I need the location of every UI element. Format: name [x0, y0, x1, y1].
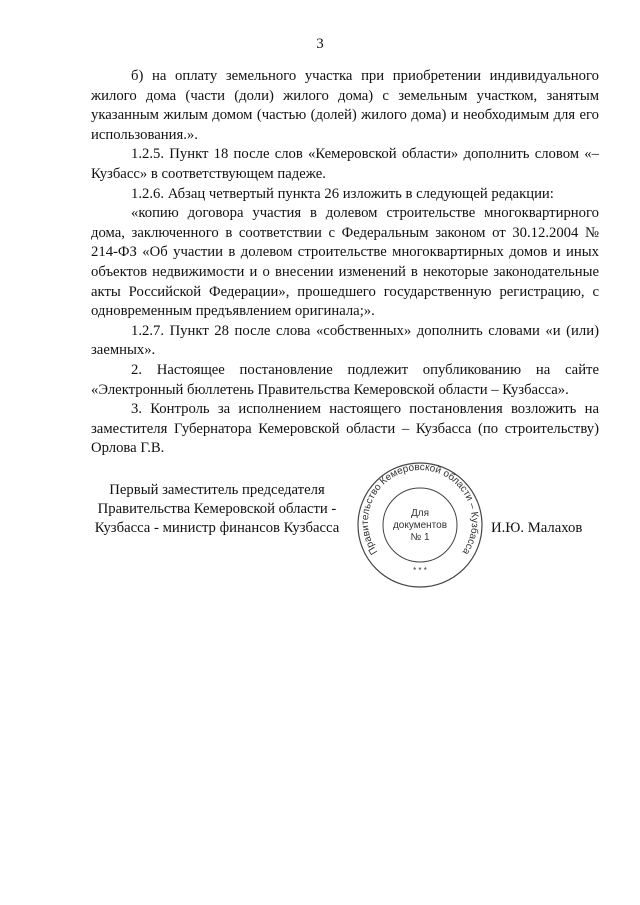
signer-name: И.Ю. Малахов: [491, 520, 583, 536]
stamp-stars: * * *: [413, 566, 427, 575]
signer-position-line: Первый заместитель председателя: [109, 482, 325, 498]
stamp-ring-text: Правительство Кемеровской области – Кузбасса: [359, 461, 481, 557]
paragraph-3-control: 3. Контроль за исполнением настоящего постановления возложить на заместителя Губернатора Кемеровской области – Кузбасса (по строительству) Орлова Г.В.: [91, 401, 599, 457]
stamp-center-line: Для: [410, 508, 430, 519]
paragraph-1-2-7: 1.2.7. Пункт 28 после слова «собственных» дополнить словами «и (или) заемных».: [91, 322, 599, 359]
signer-position-line: Кузбасса - министр финансов Кузбасса: [94, 520, 340, 536]
paragraph-1-2-6-quote: «копию договора участия в долевом строительстве многоквартирного дома, заключенного в соответствии с Федеральным законом от 30.12.2004 № 214-ФЗ «Об участии в долевом строительстве многоквартирных домов и иных объектов недвижимости и о внесении изменений в некоторые законодательные акты Российской Федерации», прошедшего государственную регистрацию, с одновременным предъявлением оригинала;».: [91, 205, 599, 320]
paragraph-b-land-payment: б) на оплату земельного участка при приобретении индивидуального жилого дома (части (доли) жилого дома) с земельным участком, занятым указанным жилым домом (частью (долей) жилого дома) и необходимым для его использования.».: [91, 68, 599, 143]
official-stamp: [356, 461, 484, 589]
stamp-center-line: документов: [392, 520, 448, 531]
stamp-center-line: № 1: [410, 532, 430, 543]
paragraph-1-2-5: 1.2.5. Пункт 18 после слов «Кемеровской области» дополнить словом «– Кузбасс» в соответствующем падеже.: [91, 146, 599, 182]
paragraph-2-publication: 2. Настоящее постановление подлежит опубликованию на сайте «Электронный бюллетень Правительства Кемеровской области – Кузбасса».: [91, 361, 599, 398]
paragraph-1-2-6: 1.2.6. Абзац четвертый пункта 26 изложить в следующей редакции:: [131, 185, 554, 202]
signer-position: [86, 481, 348, 538]
document-body: [91, 67, 599, 459]
signer-position-line: Правительства Кемеровской области -: [97, 501, 337, 517]
page-number: 3: [316, 36, 324, 52]
